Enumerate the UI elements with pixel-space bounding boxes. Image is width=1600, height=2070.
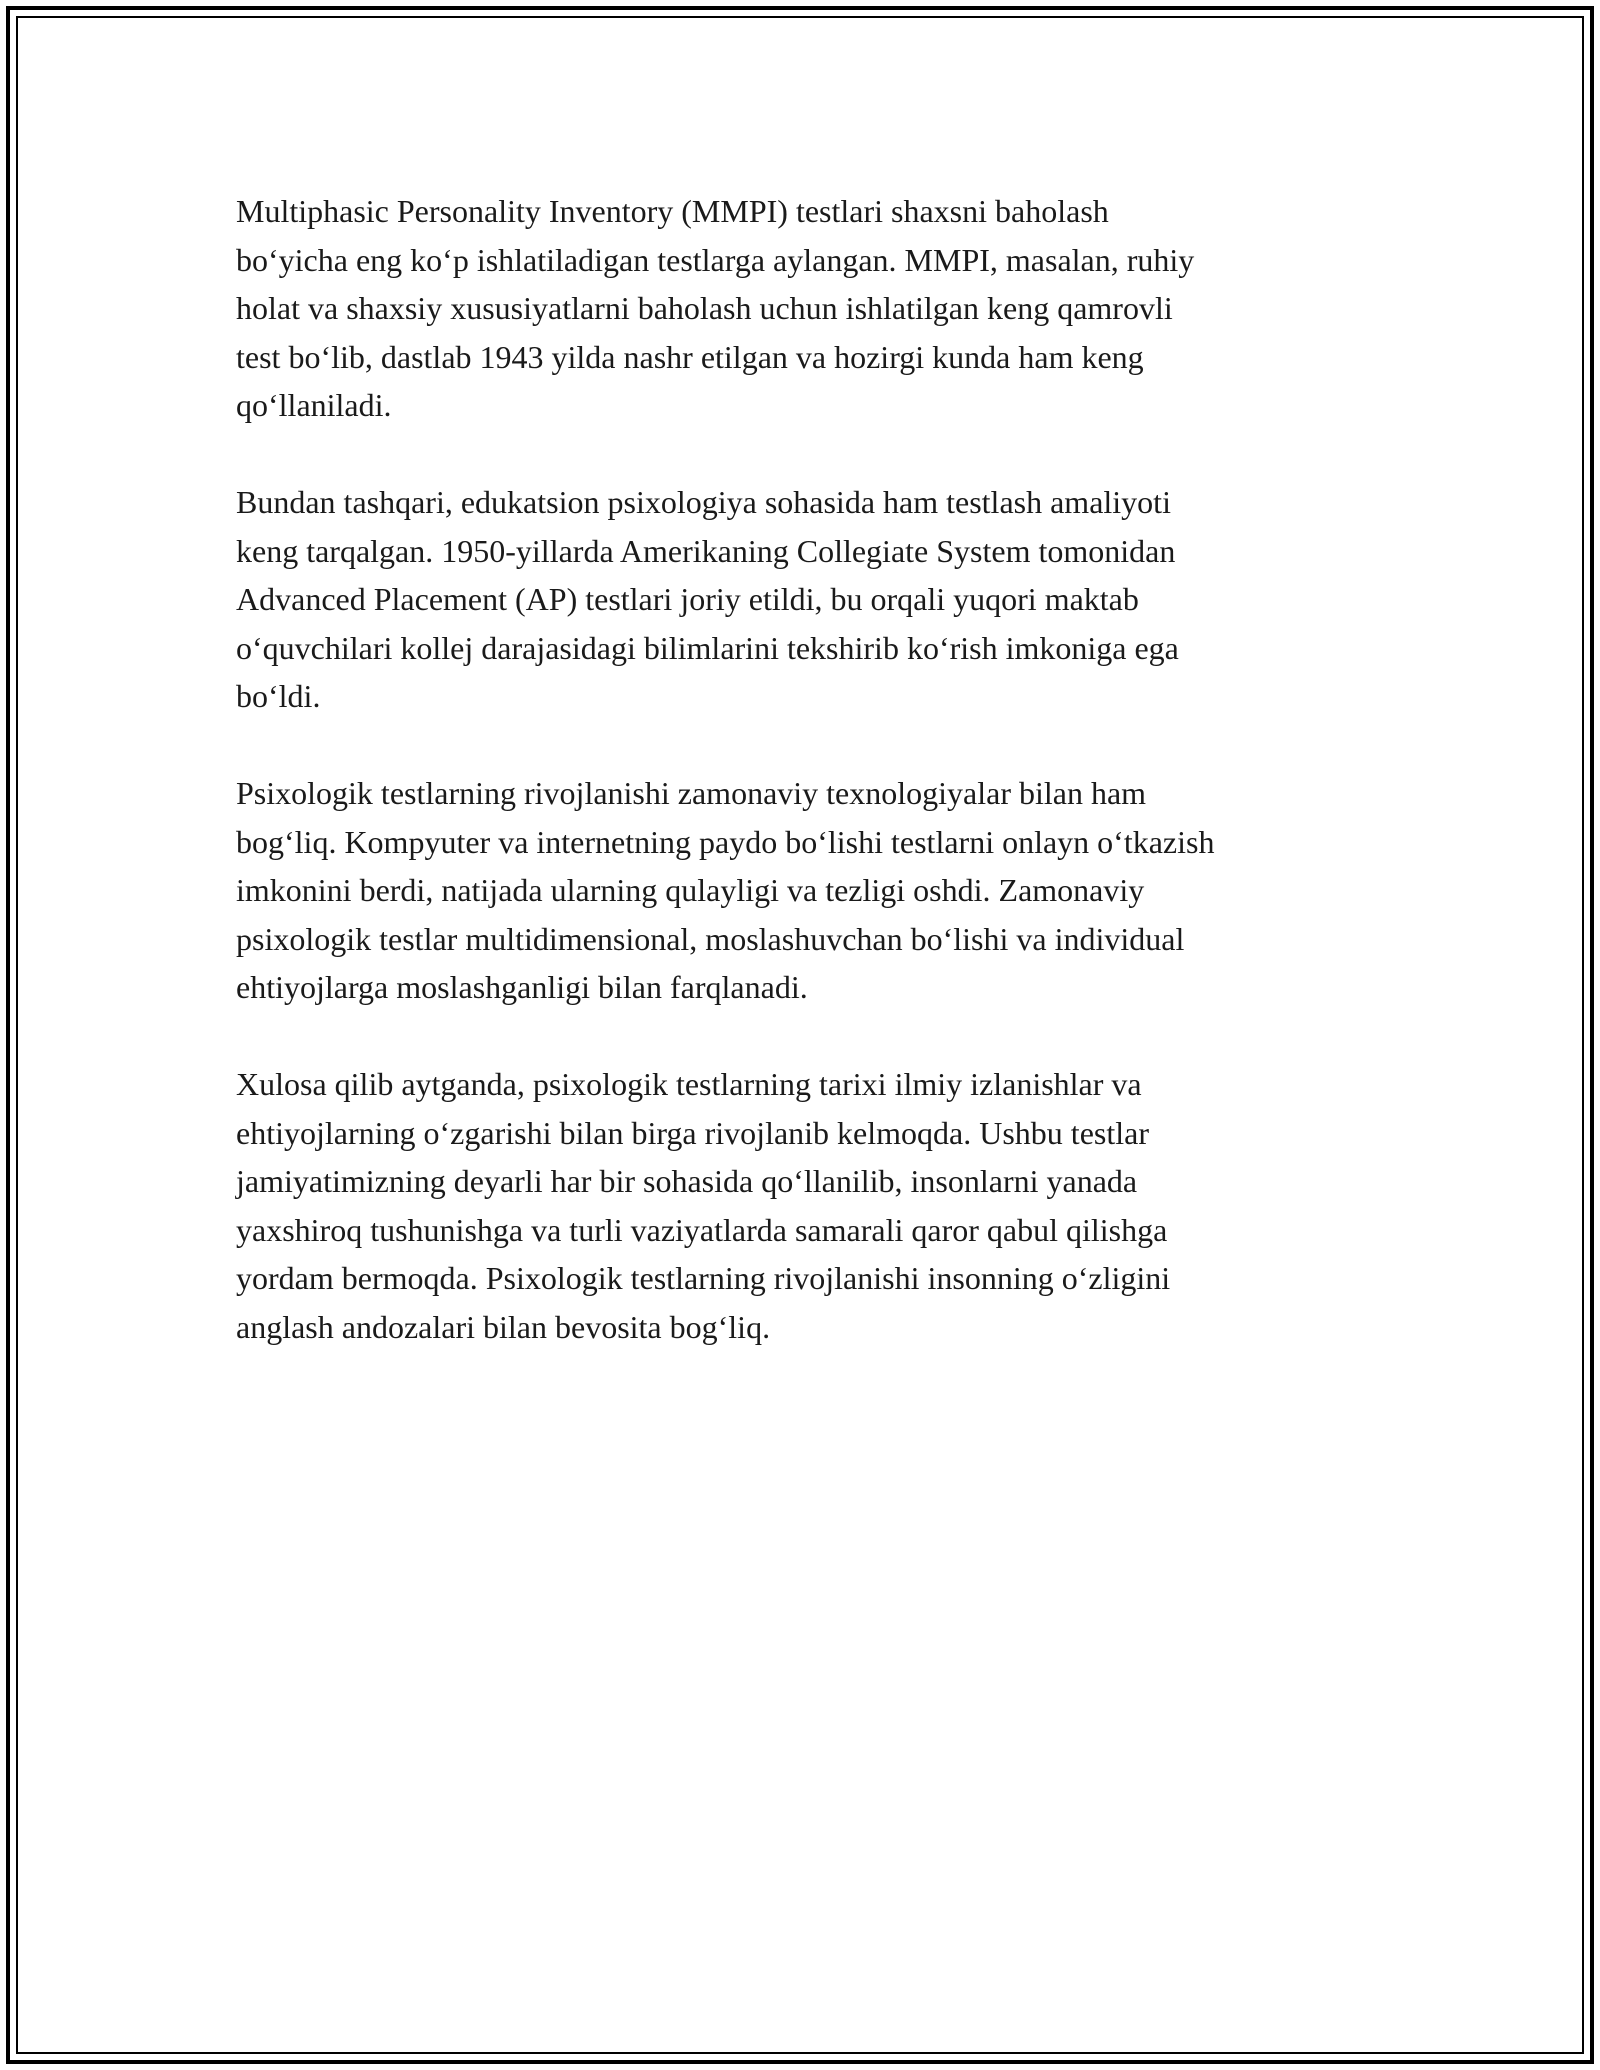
document-body [236, 187, 1376, 1400]
paragraph-mmpi: Multiphasic Personality Inventory (MMPI) testlari shaxsni baholash bo‘yicha eng ko‘p ishlatiladigan testlarga aylangan. MMPI, masalan, ruhiy holat va shaxsiy xususiyatlarni baholash uchun ishlatilgan keng qamrovli test bo‘lib, dastlab 1943 yilda nashr etilgan va hozirgi kunda ham keng qo‘llaniladi. [236, 193, 1195, 423]
paragraph-conclusion: Xulosa qilib aytganda, psixologik testlarning tarixi ilmiy izlanishlar va ehtiyojlarning o‘zgarishi bilan birga rivojlanib kelmoqda. Ushbu testlar jamiyatimizning deyarli har bir sohasida qo‘llanilib, insonlarni yanada yaxshiroq tushunishga va turli vaziyatlarda samarali qaror qabul qilishga yordam bermoqda. Psixologik testlarning rivojlanishi insonning o‘zligini anglash andozalari bilan bevosita bog‘liq. [236, 1066, 1171, 1345]
paragraph-technology: Psixologik testlarning rivojlanishi zamonaviy texnologiyalar bilan ham bog‘liq. Kompyuter va internetning paydo bo‘lishi testlarni onlayn o‘tkazish imkonini berdi, natijada ularning qulayligi va tezligi oshdi. Zamonaviy psixologik testlar multidimensional, moslashuvchan bo‘lishi va individual ehtiyojlarga moslashganligi bilan farqlanadi. [236, 775, 1215, 1005]
paragraph-educational-testing: Bundan tashqari, edukatsion psixologiya sohasida ham testlash amaliyoti keng tarqalgan. 1950-yillarda Amerikaning Collegiate System tomonidan Advanced Placement (AP) testlari joriy etildi, bu orqali yuqori maktab o‘quvchilari kollej darajasidagi bilimlarini tekshirib ko‘rish imkoniga ega bo‘ldi. [236, 484, 1179, 714]
